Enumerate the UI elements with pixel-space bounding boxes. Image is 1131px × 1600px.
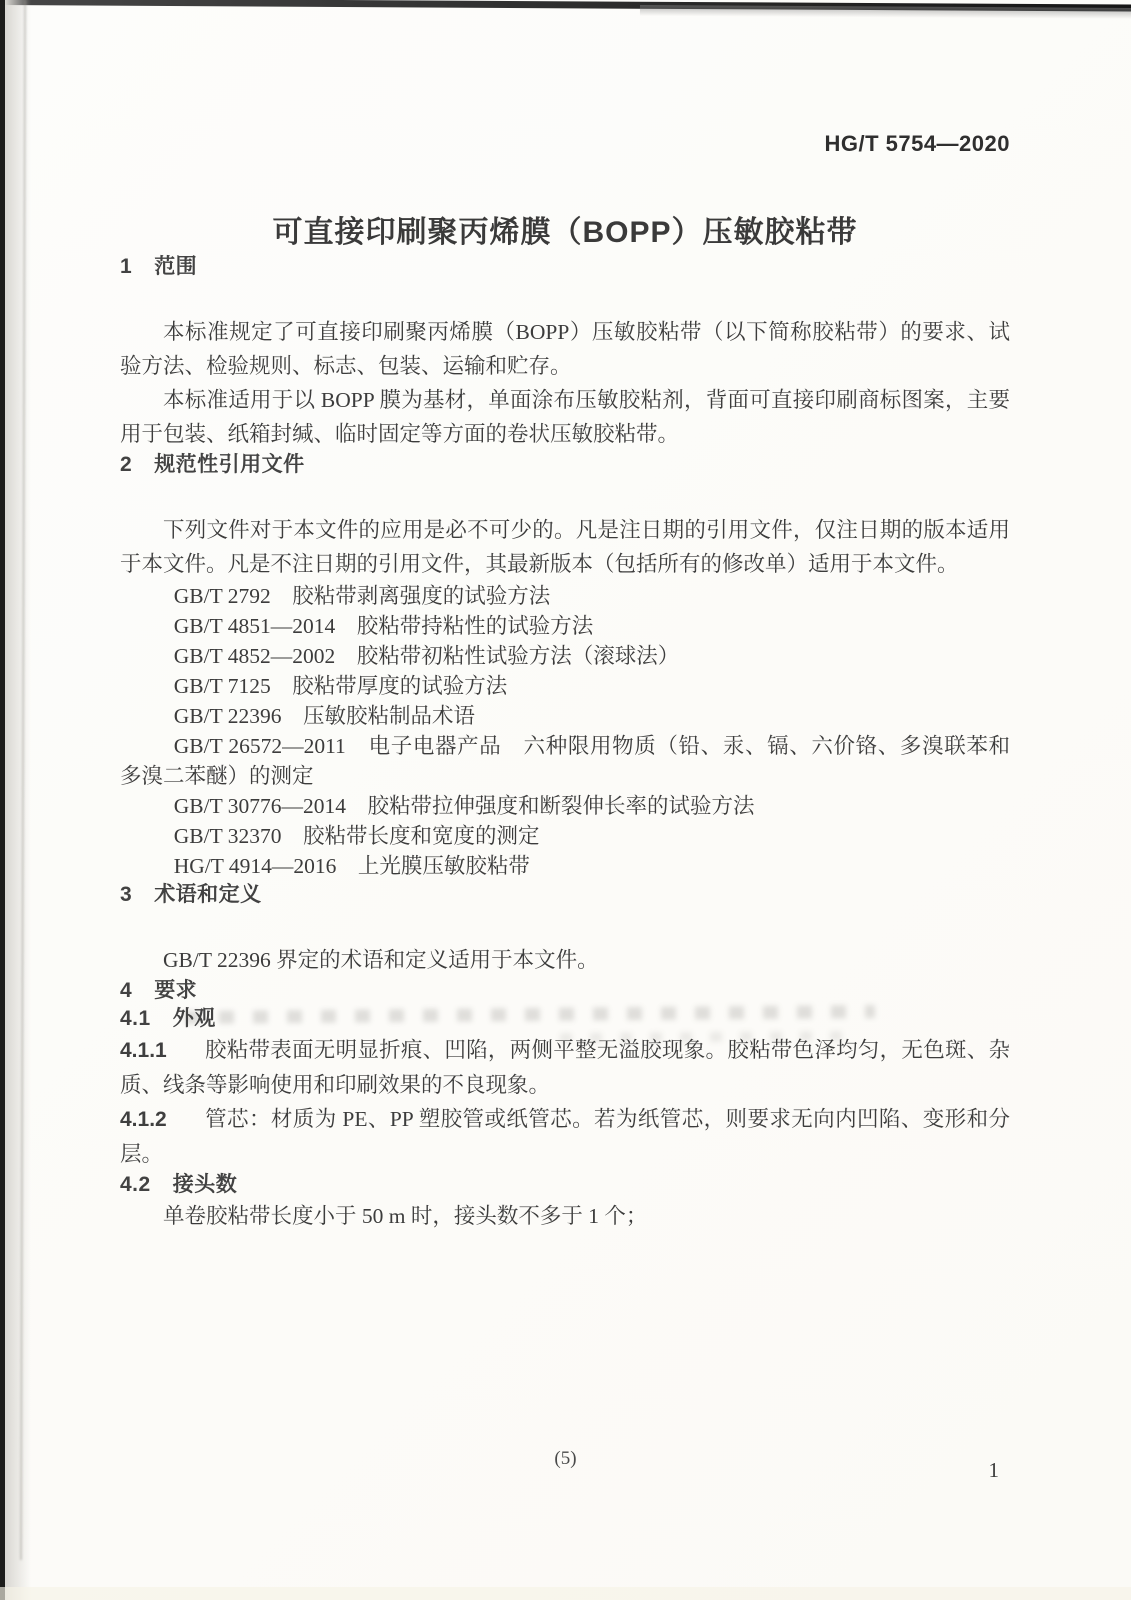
section-3-heading (120, 881, 1010, 909)
section-2-title: 规范性引用文件 (154, 453, 305, 476)
section-1-heading (120, 253, 1010, 281)
section-4-2-heading (120, 1171, 1010, 1199)
reference-item: GB/T 4851—2014 胶粘带持粘性的试验方法 (173, 614, 594, 638)
section-4-number: 4 (120, 979, 133, 1002)
section-3-number: 3 (120, 883, 133, 906)
section-4-1-heading (120, 1005, 1010, 1033)
standard-code: HG/T 5754—2020 (824, 131, 1010, 156)
normative-references-list (120, 581, 1010, 881)
reference-item: GB/T 4852—2002 胶粘带初粘性试验方法（滚球法） (173, 644, 680, 668)
clause-4-1-1 (120, 1033, 1010, 1102)
document-title: 可直接印刷聚丙烯膜（BOPP）压敏胶粘带 (272, 216, 858, 249)
reference-item: GB/T 30776—2014 胶粘带拉伸强度和断裂伸长率的试验方法 (173, 794, 755, 818)
reference-item: GB/T 32370 胶粘带长度和宽度的测定 (173, 824, 540, 848)
section-1-paragraph-1: 本标准规定了可直接印刷聚丙烯膜（BOPP）压敏胶粘带（以下简称胶粘带）的要求、试验方法、检验规则、标志、包装、运输和贮存。 (120, 320, 1010, 378)
clause-4-1-1-text: 胶粘带表面无明显折痕、凹陷，两侧平整无溢胶现象。胶粘带色泽均匀，无色斑、杂质、线条等影响使用和印刷效果的不良现象。 (120, 1038, 1010, 1097)
scan-edge-left-gradient (5, 0, 31, 1600)
section-3-paragraph: GB/T 22396 界定的术语和定义适用于本文件。 (163, 948, 599, 972)
clause-4-1-2 (120, 1102, 1010, 1171)
page-number: 1 (988, 1458, 999, 1482)
clause-4-1-2-text: 管芯：材质为 PE、PP 塑胶管或纸管芯。若为纸管芯，则要求无向内凹陷、变形和分层。 (120, 1107, 1010, 1166)
section-4-2-title: 接头数 (172, 1173, 238, 1196)
reference-item: GB/T 7125 胶粘带厚度的试验方法 (173, 674, 508, 698)
scan-edge-bottom (0, 1587, 1131, 1600)
reference-item: GB/T 26572—2011 电子电器产品 六种限用物质（铅、汞、镉、六价铬、多溴联苯和多溴二苯醚）的测定 (120, 734, 1010, 788)
clause-4-1-2-number: 4.1.2 (120, 1108, 167, 1131)
footer-sheet-mark: (5) (554, 1448, 577, 1469)
document-content (120, 0, 1010, 1233)
section-1-title: 范围 (154, 255, 198, 278)
section-4-title: 要求 (154, 979, 198, 1002)
reference-item: GB/T 22396 压敏胶粘制品术语 (173, 704, 475, 728)
section-3-title: 术语和定义 (154, 883, 262, 906)
section-2-number: 2 (120, 453, 133, 476)
section-4-2-number: 4.2 (120, 1173, 151, 1196)
section-1-paragraph-2: 本标准适用于以 BOPP 膜为基材，单面涂布压敏胶粘剂，背面可直接印刷商标图案，主要用于包装、纸箱封缄、临时固定等方面的卷状压敏胶粘带。 (120, 388, 1010, 446)
clause-4-2-paragraph: 单卷胶粘带长度小于 50 m 时，接头数不多于 1 个； (163, 1204, 648, 1228)
clause-4-1-1-number: 4.1.1 (120, 1039, 167, 1062)
reference-item: HG/T 4914—2016 上光膜压敏胶粘带 (173, 854, 530, 878)
section-4-1-number: 4.1 (120, 1007, 151, 1030)
section-4-1-title: 外观 (172, 1007, 216, 1030)
section-1-number: 1 (120, 255, 133, 278)
section-4-heading (120, 977, 1010, 1005)
section-2-intro: 下列文件对于本文件的应用是必不可少的。凡是注日期的引用文件，仅注日期的版本适用于本文件。凡是不注日期的引用文件，其最新版本（包括所有的修改单）适用于本文件。 (120, 518, 1010, 576)
section-2-heading (120, 451, 1010, 479)
reference-item: GB/T 2792 胶粘带剥离强度的试验方法 (173, 584, 551, 608)
